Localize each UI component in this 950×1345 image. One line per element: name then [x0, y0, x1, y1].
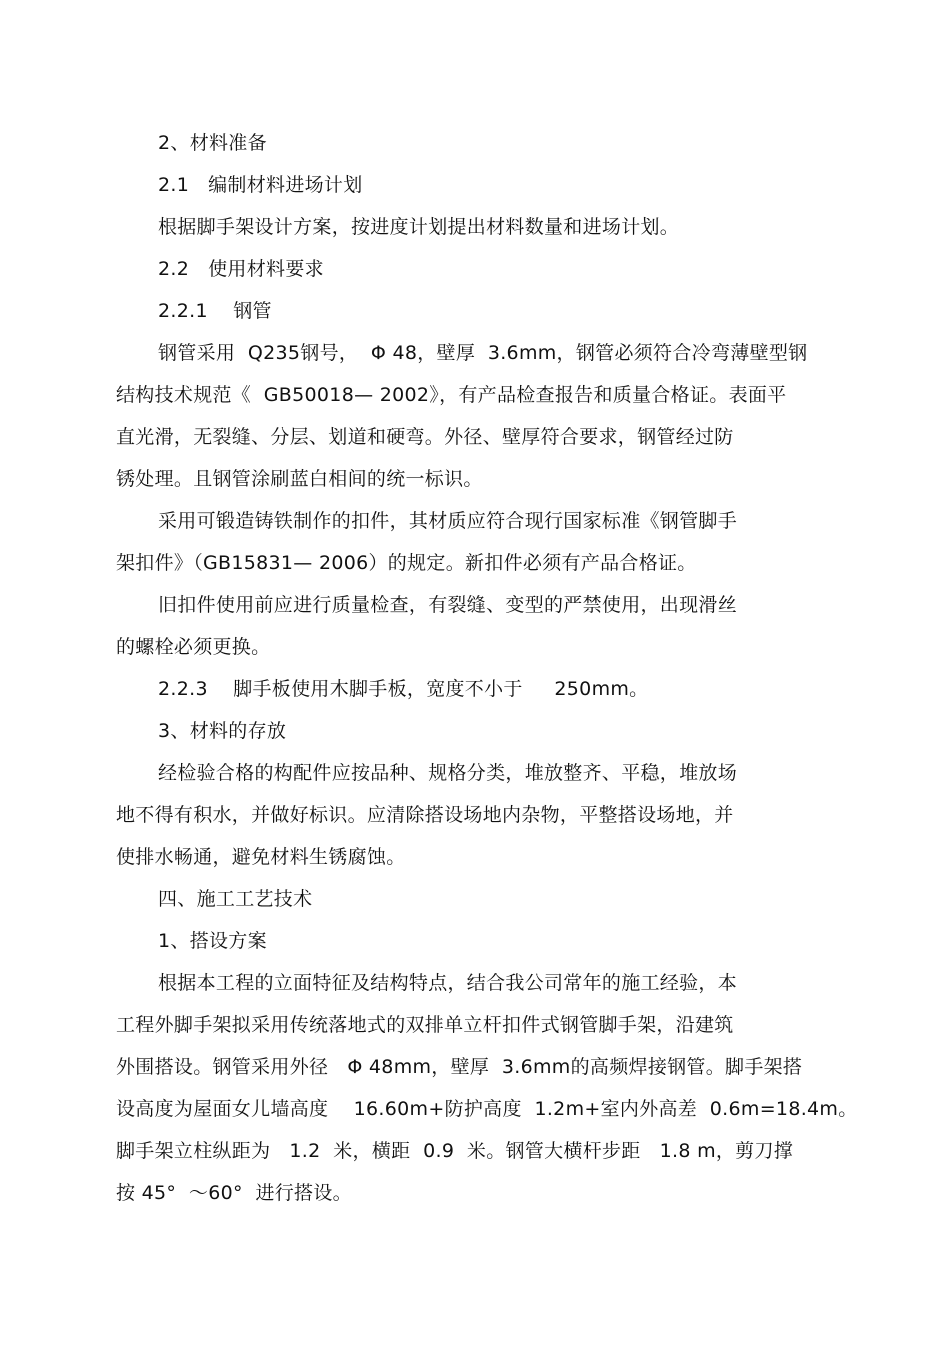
section-heading: 1、搭设方案: [158, 930, 267, 952]
paragraph-line: 根据脚手架设计方案，按进度计划提出材料数量和进场计划。: [158, 216, 680, 238]
paragraph-line: 使排水畅通，避免材料生锈腐蚀。: [116, 846, 406, 868]
paragraph-line: 旧扣件使用前应进行质量检查，有裂缝、变型的严禁使用，出现滑丝: [158, 594, 738, 616]
paragraph-line: 采用可锻造铸铁制作的扣件，其材质应符合现行国家标准《钢管脚手: [158, 510, 738, 532]
paragraph-line: 钢管采用 Q235钢号， Φ 48，壁厚 3.6mm，钢管必须符合冷弯薄壁型钢: [158, 342, 808, 364]
paragraph-line: 2.2.3 脚手板使用木脚手板，宽度不小于 250mm。: [158, 678, 649, 700]
chapter-heading: 四、施工工艺技术: [158, 888, 313, 910]
paragraph-line: 架扣件》（GB15831— 2006）的规定。新扣件必须有产品合格证。: [116, 552, 697, 574]
paragraph-line: 设高度为屋面女儿墙高度 16.60m+防护高度 1.2m+室内外高差 0.6m=18.4m。: [116, 1098, 858, 1120]
paragraph-line: 工程外脚手架拟采用传统落地式的双排单立杆扣件式钢管脚手架，沿建筑: [116, 1014, 734, 1036]
paragraph-line: 按 45° ～60° 进行搭设。: [116, 1182, 352, 1204]
paragraph-line: 地不得有积水，并做好标识。应清除搭设场地内杂物，平整搭设场地，并: [116, 804, 734, 826]
subsection-heading: 2.1 编制材料进场计划: [158, 174, 363, 196]
section-heading: 3、材料的存放: [158, 720, 287, 742]
paragraph-line: 的螺栓必须更换。: [116, 636, 271, 658]
subsection-heading: 2.2 使用材料要求: [158, 258, 324, 280]
paragraph-line: 经检验合格的构配件应按品种、规格分类，堆放整齐、平稳，堆放场: [158, 762, 738, 784]
section-heading: 2、材料准备: [158, 132, 267, 154]
paragraph-line: 外围搭设。钢管采用外径 Φ 48mm，壁厚 3.6mm的高频焊接钢管。脚手架搭: [116, 1056, 803, 1078]
paragraph-line: 锈处理。且钢管涂刷蓝白相间的统一标识。: [116, 468, 483, 490]
paragraph-line: 脚手架立柱纵距为 1.2 米，横距 0.9 米。钢管大横杆步距 1.8 m，剪刀撑: [116, 1140, 794, 1162]
paragraph-line: 结构技术规范《 GB50018— 2002》，有产品检查报告和质量合格证。表面平: [116, 384, 787, 406]
paragraph-line: 直光滑，无裂缝、分层、划道和硬弯。外径、壁厚符合要求，钢管经过防: [116, 426, 734, 448]
paragraph-line: 根据本工程的立面特征及结构特点，结合我公司常年的施工经验，本: [158, 972, 738, 994]
subsubsection-heading: 2.2.1 钢管: [158, 300, 272, 322]
